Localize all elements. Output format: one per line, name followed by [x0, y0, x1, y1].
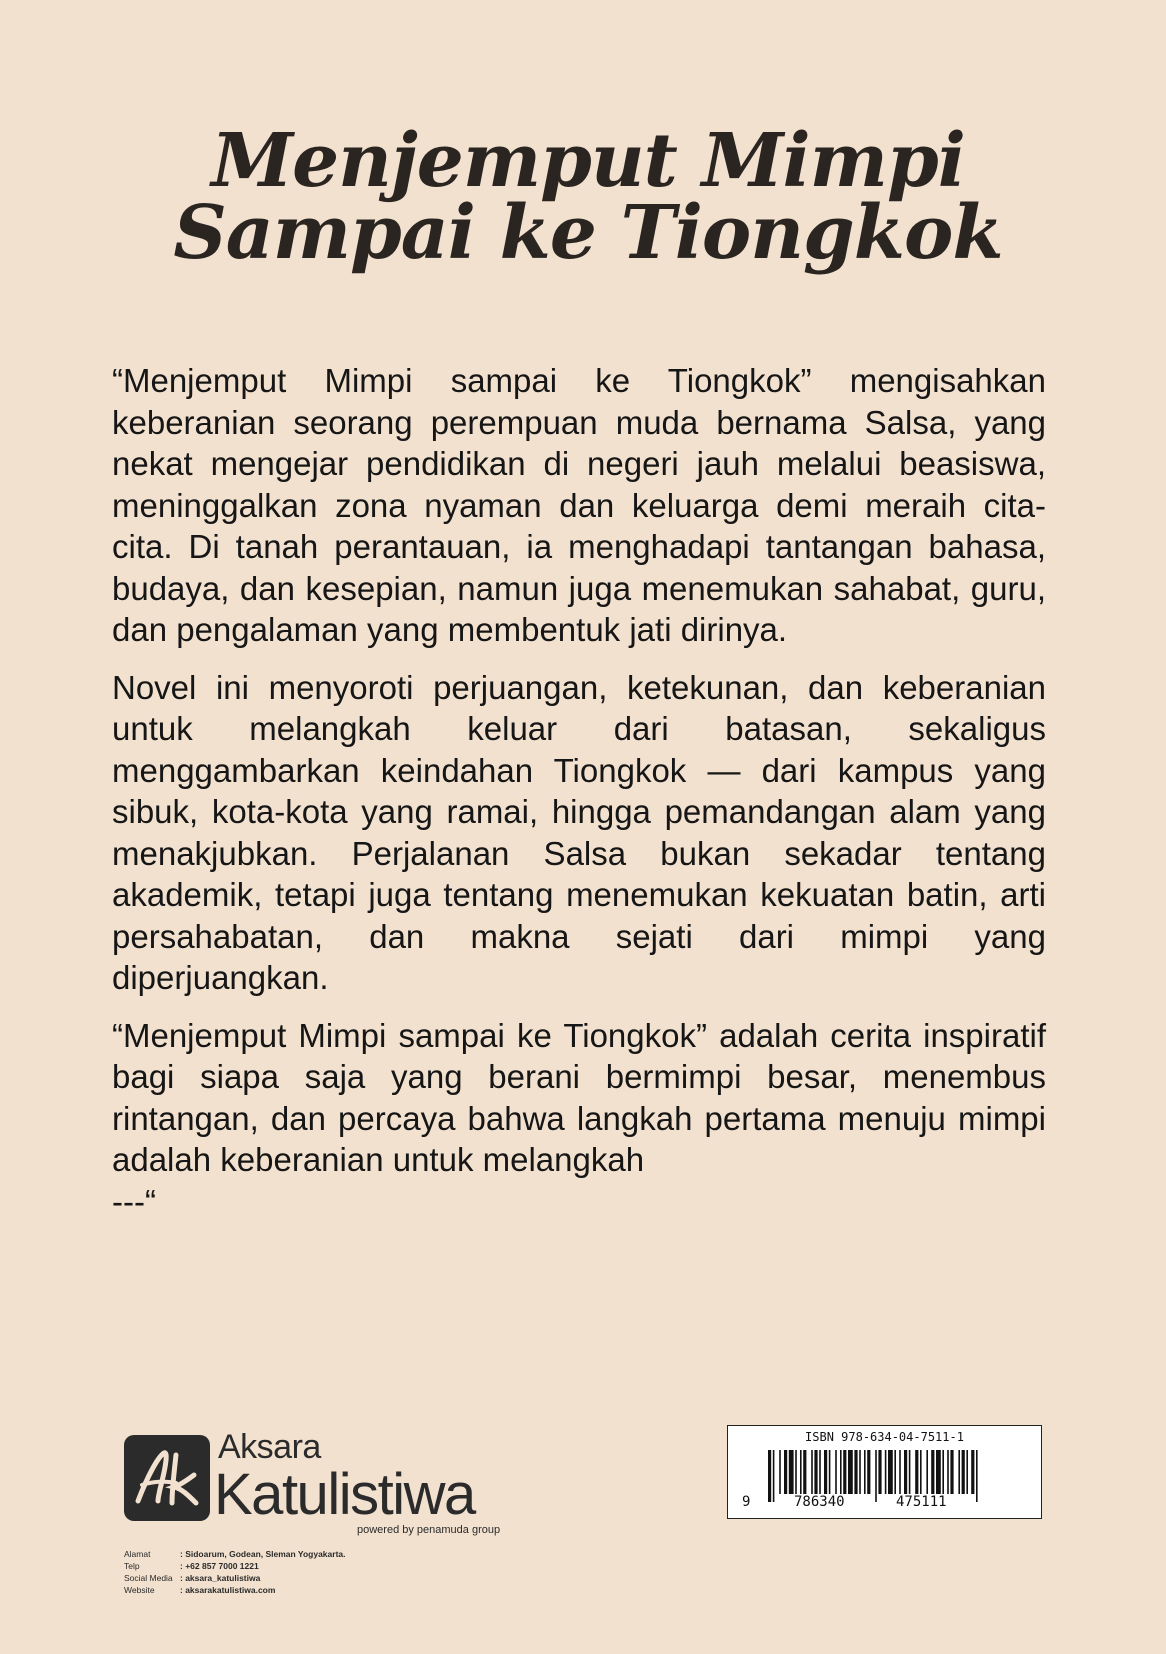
- barcode-bar: [976, 1450, 978, 1502]
- barcode-bar: [779, 1450, 781, 1494]
- publisher-name-top: Aksara: [218, 1428, 321, 1466]
- barcode-bar: [878, 1450, 881, 1494]
- barcode-digits-right: 475111: [896, 1494, 947, 1510]
- barcode-bar: [829, 1450, 831, 1494]
- barcode-bar: [966, 1450, 968, 1494]
- blurb-paragraph-2: Novel ini menyoroti perjuangan, ketekunan, dan keberanian untuk melangkah keluar dari batasan, sekaligus menggambarkan keindahan Tiongkok — dari kampus yang sibuk, kota-kota yang ramai, hingga pemandangan alam yang menakjubkan. Perjalanan Salsa bukan sekadar tentang akademik, tetapi juga tentang menemukan kekuatan batin, arti persahabatan, dan makna sejati dari mimpi yang diperjuangkan.: [112, 668, 1046, 996]
- barcode-digit-first: 9: [742, 1494, 751, 1510]
- book-title-line2: Sampai ke Tiongkok: [173, 190, 1003, 276]
- barcode-digits-left: 786340: [794, 1494, 845, 1510]
- barcode-bar: [971, 1450, 974, 1494]
- contact-value: : aksara_katulistiwa: [180, 1573, 261, 1583]
- barcode-bar: [931, 1450, 934, 1494]
- barcode-bar: [950, 1450, 953, 1494]
- contact-label: Alamat: [124, 1549, 151, 1559]
- barcode-bar: [824, 1450, 827, 1494]
- contact-label: Social Media: [124, 1573, 173, 1583]
- contact-value: : +62 857 7000 1221: [180, 1561, 259, 1571]
- blurb-paragraph-3: “Menjemput Mimpi sampai ke Tiongkok” adalah cerita inspiratif bagi siapa saja yang berani bermimpi besar, menembus rintangan, dan percaya bahwa langkah pertama menuju mimpi adalah keberanian untuk melangkah: [112, 1016, 1046, 1178]
- barcode-bar: [926, 1450, 928, 1494]
- book-blurb: [112, 360, 1046, 1238]
- barcode-bar: [894, 1450, 896, 1494]
- barcode-bar: [768, 1450, 771, 1502]
- barcode-bar: [962, 1450, 965, 1494]
- contact-label: Telp: [124, 1561, 140, 1571]
- blurb-paragraph-1: “Menjemput Mimpi sampai ke Tiongkok” mengisahkan keberanian seorang perempuan muda bernama Salsa, yang nekat mengejar pendidikan di negeri jauh melalui beasiswa, meninggalkan zona nyaman dan keluarga demi meraih cita-cita. Di tanah perantauan, ia menghadapi tantangan bahasa, budaya, dan kesepian, namun juga menemukan sahabat, guru, dan pengalaman yang membentuk jati dirinya.: [112, 362, 1046, 648]
- publisher-name-main: Katulistiwa: [214, 1462, 475, 1527]
- barcode-bar: [800, 1450, 802, 1494]
- contact-value: : aksarakatulistiwa.com: [180, 1585, 276, 1595]
- book-title-line1: Menjemput Mimpi: [211, 118, 965, 204]
- barcode-bar: [915, 1450, 918, 1494]
- publisher-tagline: powered by penamuda group: [357, 1524, 501, 1536]
- barcode-bar: [947, 1450, 949, 1494]
- barcode-bar: [811, 1450, 813, 1494]
- barcode-bar: [899, 1450, 901, 1494]
- barcode-bar: [859, 1450, 861, 1494]
- contact-row-website: [124, 1584, 345, 1596]
- contact-row-social: [124, 1572, 345, 1584]
- barcode-bar: [840, 1450, 842, 1494]
- barcode-bar: [904, 1450, 907, 1494]
- isbn-text: ISBN 978-634-04-7511-1: [805, 1430, 964, 1444]
- contact-label: Website: [124, 1585, 155, 1595]
- barcode-bar: [936, 1450, 941, 1494]
- ak-monogram-icon: [124, 1435, 210, 1521]
- barcode-bar: [819, 1450, 821, 1494]
- barcode-bar: [773, 1450, 775, 1502]
- barcode-bar: [885, 1450, 887, 1494]
- barcode-bar: [864, 1450, 866, 1494]
- barcode-bar: [942, 1450, 944, 1494]
- contact-row-phone: [124, 1560, 345, 1572]
- barcode-bar: [803, 1450, 806, 1494]
- barcode-bar: [958, 1450, 960, 1494]
- contact-row-address: [124, 1548, 345, 1560]
- barcode-bar: [888, 1450, 893, 1494]
- barcode-bar: [875, 1450, 877, 1502]
- barcode-bar: [835, 1450, 837, 1494]
- barcode-bar: [843, 1450, 846, 1494]
- contact-value: : Sidoarum, Godean, Sleman Yogyakarta.: [180, 1549, 346, 1559]
- barcode-bar: [848, 1450, 853, 1494]
- isbn-barcode: [727, 1425, 1042, 1519]
- barcode-bar: [795, 1450, 797, 1494]
- barcode-bar: [867, 1450, 870, 1494]
- barcode-bar: [789, 1450, 794, 1494]
- barcode-bar: [814, 1450, 817, 1494]
- barcode-bar: [920, 1450, 922, 1494]
- blurb-closing: ---“: [112, 1182, 156, 1220]
- barcode-bar: [909, 1450, 911, 1494]
- barcode-bar: [784, 1450, 787, 1494]
- publisher-contact: [124, 1548, 345, 1596]
- barcode-bar: [854, 1450, 857, 1494]
